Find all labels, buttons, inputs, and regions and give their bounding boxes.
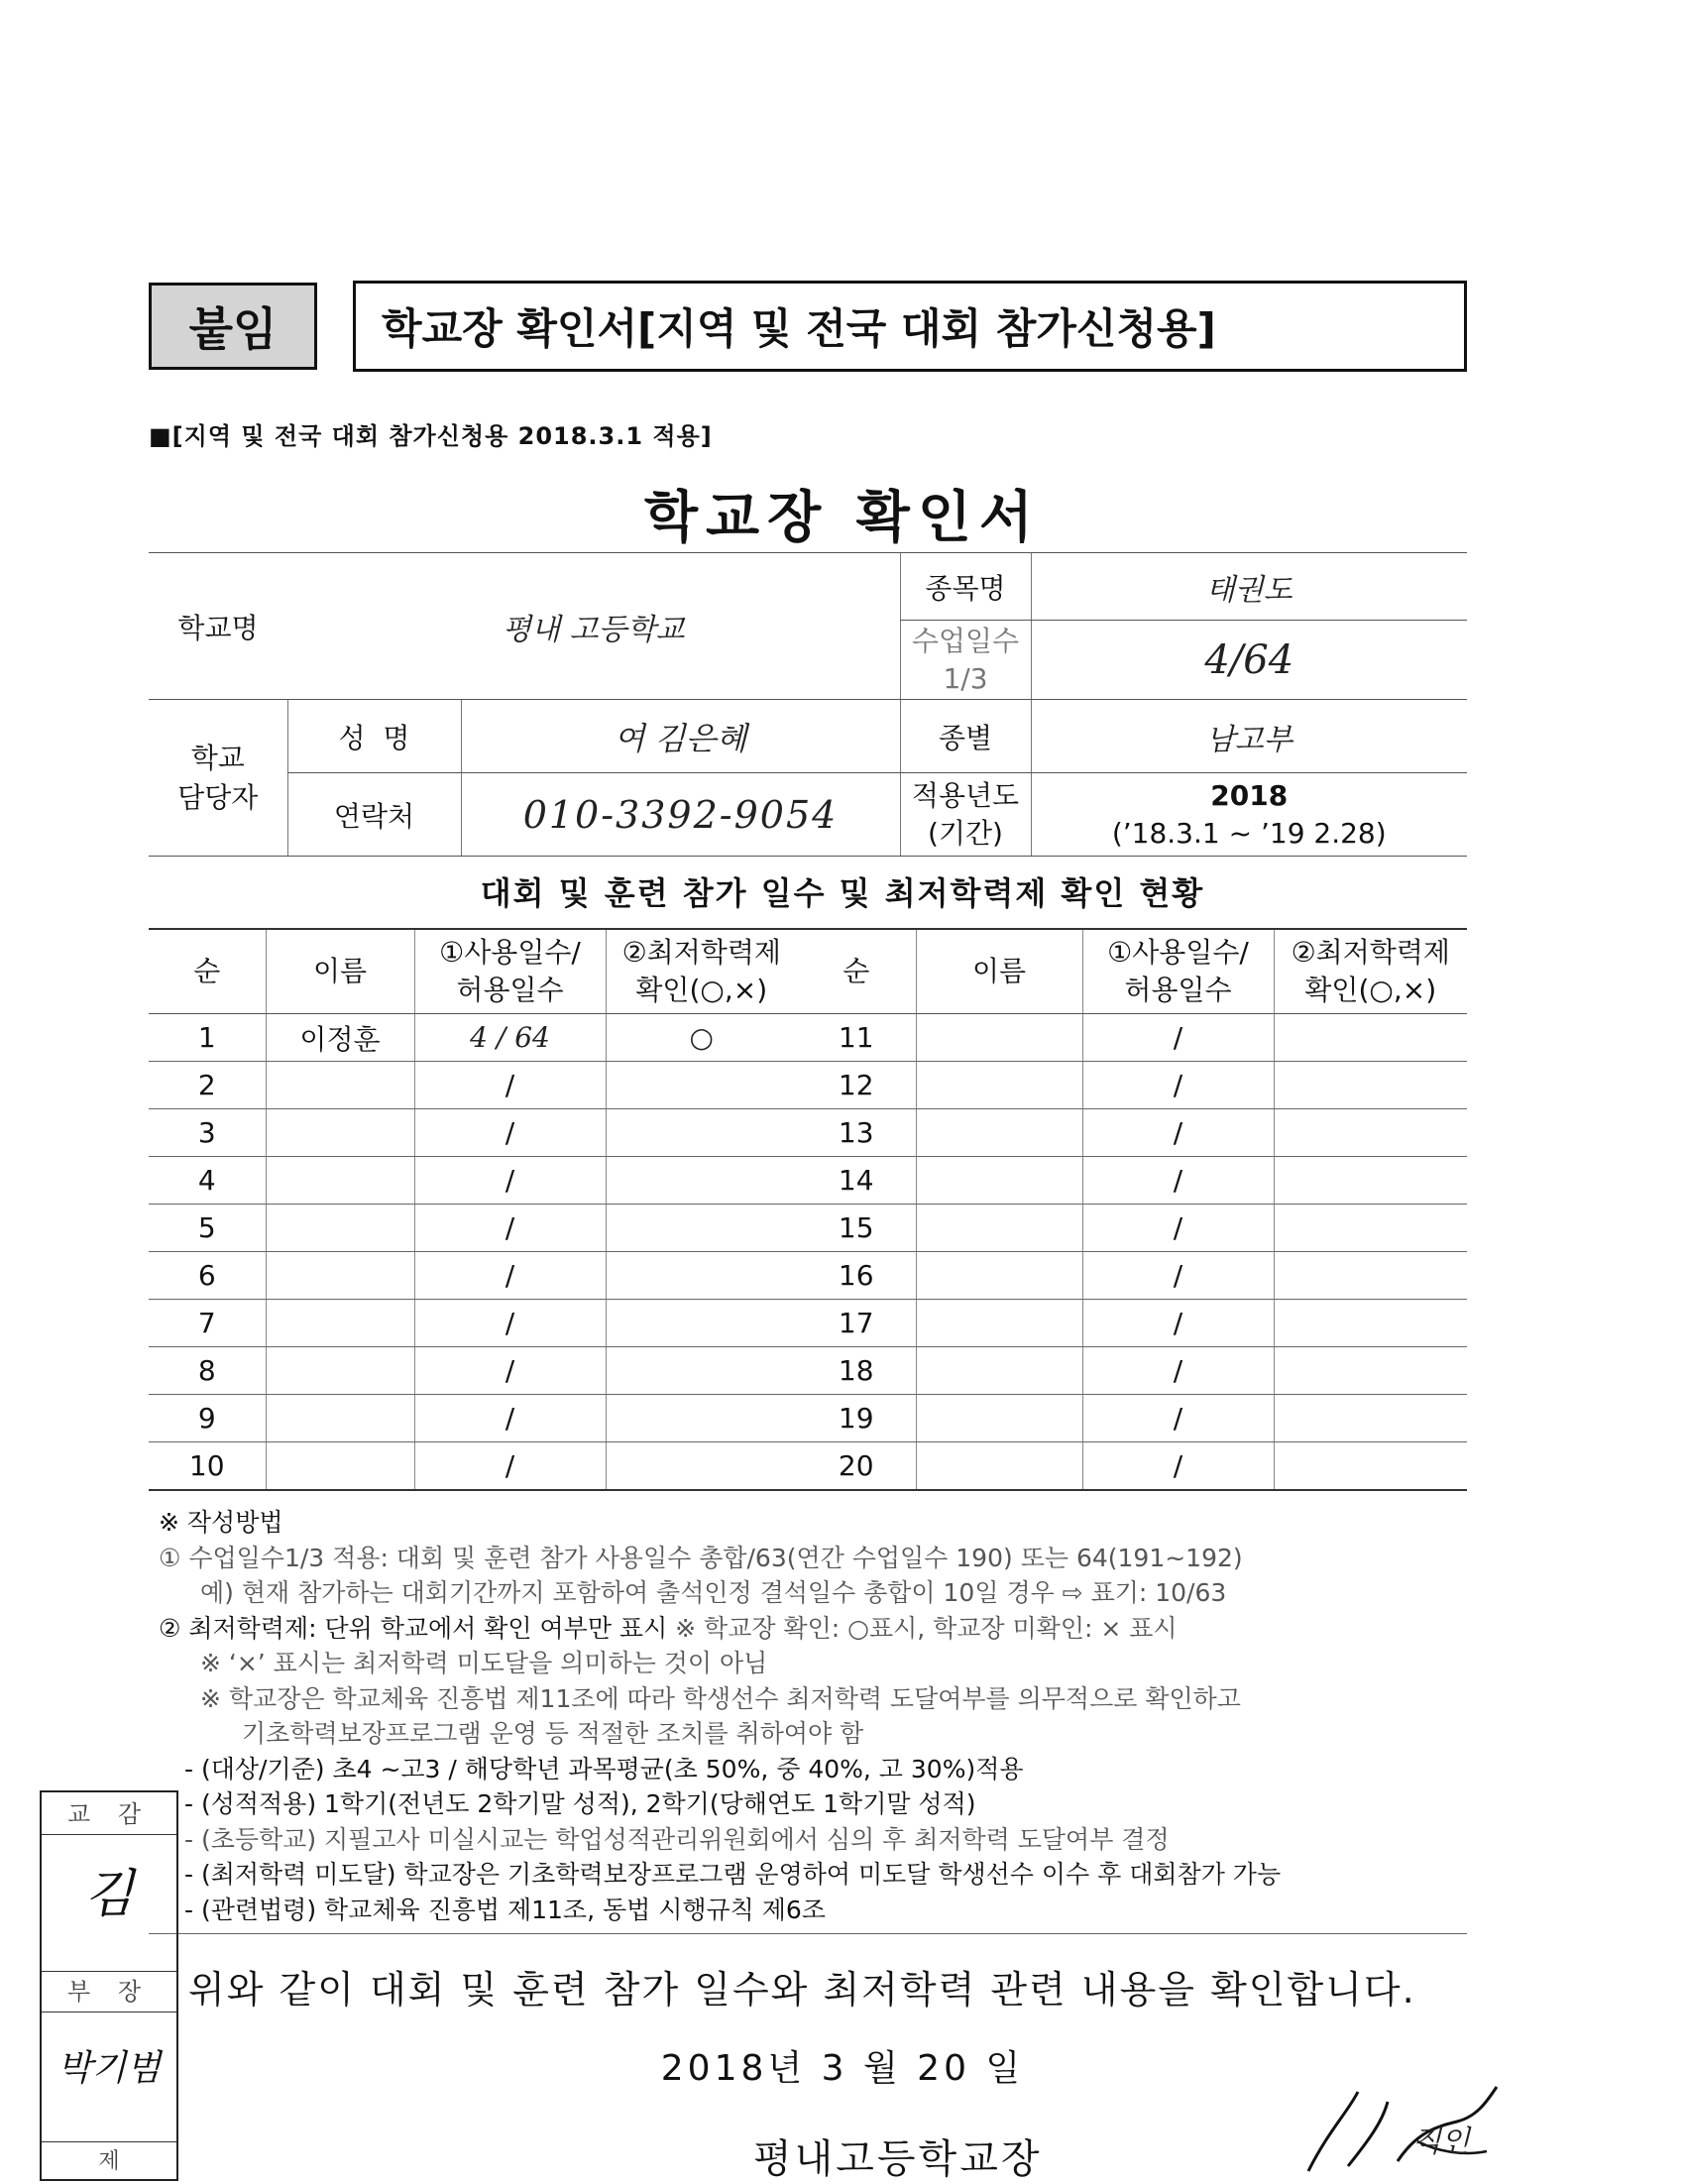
row-days-right: / bbox=[1082, 1252, 1274, 1300]
row-name bbox=[266, 1347, 414, 1395]
table-row bbox=[149, 1157, 1467, 1205]
row-days-right: / bbox=[1082, 1062, 1274, 1109]
col-no: 순 bbox=[149, 929, 266, 1014]
row-number: 8 bbox=[149, 1347, 266, 1395]
row-days-right: / bbox=[1082, 1300, 1274, 1347]
writing-method-notes bbox=[159, 1505, 1487, 1927]
notes-heading: ※ 작성방법 bbox=[159, 1508, 283, 1537]
row-number-right: 13 bbox=[797, 1109, 916, 1157]
row-check-right bbox=[1274, 1062, 1467, 1109]
issue-date: 2018년 3 월 20 일 bbox=[660, 2048, 1025, 2089]
row-name-right bbox=[916, 1205, 1082, 1252]
col-days-right: ①사용일수/ bbox=[1107, 936, 1249, 969]
row-name bbox=[266, 1157, 414, 1205]
row-days: / bbox=[414, 1062, 606, 1109]
manager-label: 학교 bbox=[190, 741, 245, 774]
row-number: 6 bbox=[149, 1252, 266, 1300]
row-number: 4 bbox=[149, 1157, 266, 1205]
row-name-right bbox=[916, 1157, 1082, 1205]
detail-target: - (대상/기준) 초4 ~고3 / 해당학년 과목평균(초 50%, 중 40%, 고 30%)적용 bbox=[184, 1754, 1024, 1783]
row-number: 9 bbox=[149, 1395, 266, 1442]
row-name-right bbox=[916, 1014, 1082, 1062]
row-check-right bbox=[1274, 1300, 1467, 1347]
table-row bbox=[149, 1014, 1467, 1062]
row-number-right: 15 bbox=[797, 1205, 916, 1252]
row-number: 5 bbox=[149, 1205, 266, 1252]
note-1: ① 수업일수1/3 적용: 대회 및 훈련 참가 사용일수 총합/63(연간 수업일수 190) 또는 64(191~192) bbox=[159, 1543, 1243, 1572]
row-check-right bbox=[1274, 1252, 1467, 1300]
row-name: 이정훈 bbox=[266, 1014, 414, 1062]
note-2-a: ※ ‘×’ 표시는 최저학력 미도달을 의미하는 것이 아님 bbox=[200, 1649, 768, 1677]
row-days: / bbox=[414, 1252, 606, 1300]
row-number-right: 17 bbox=[797, 1300, 916, 1347]
row-check bbox=[606, 1300, 797, 1347]
row-check bbox=[606, 1157, 797, 1205]
table-row bbox=[149, 1300, 1467, 1347]
col-check: ②최저학력제 bbox=[621, 936, 781, 969]
col-check-right-2: 확인(○,×) bbox=[1304, 974, 1437, 1006]
row-name bbox=[266, 1062, 414, 1109]
year-label: 적용년도 bbox=[911, 778, 1020, 812]
principal-seal bbox=[1289, 2072, 1516, 2181]
row-days: / bbox=[414, 1300, 606, 1347]
row-days-right: / bbox=[1082, 1014, 1274, 1062]
form-title: 학교장 확인서[지역 및 전국 대회 참가신청용] bbox=[353, 281, 1467, 372]
table-row bbox=[149, 1252, 1467, 1300]
attachment-tag: 붙임 bbox=[149, 283, 317, 370]
col-days-2: 허용일수 bbox=[456, 974, 564, 1006]
row-number-right: 11 bbox=[797, 1014, 916, 1062]
row-check-right bbox=[1274, 1347, 1467, 1395]
detail-elementary: - (초등학교) 지필고사 미실시교는 학업성적관리위원회에서 심의 후 최저학력 도달여부 결정 bbox=[184, 1824, 1170, 1854]
detail-not-reached: - (최저학력 미도달) 학교장은 기초학력보장프로그램 운영하여 미도달 학생선수 이수 후 대회참가 가능 bbox=[184, 1860, 1282, 1889]
row-name bbox=[266, 1442, 414, 1491]
row-check-right bbox=[1274, 1157, 1467, 1205]
row-number: 3 bbox=[149, 1109, 266, 1157]
year-value: 2018 bbox=[1210, 778, 1289, 812]
table-row bbox=[149, 1442, 1467, 1491]
row-number-right: 19 bbox=[797, 1395, 916, 1442]
row-number-right: 16 bbox=[797, 1252, 916, 1300]
row-number: 7 bbox=[149, 1300, 266, 1347]
contact-label: 연락처 bbox=[287, 773, 461, 857]
class-days-fraction-label: 1/3 bbox=[943, 661, 988, 695]
contact-value: 010-3392-9054 bbox=[461, 773, 900, 857]
note-2: ② 최저학력제: 단위 학교에서 확인 여부만 표시 bbox=[159, 1613, 668, 1643]
row-number: 1 bbox=[149, 1014, 266, 1062]
detail-grades: - (성적적용) 1학기(전년도 2학기말 성적), 2학기(당해연도 1학기말 성적) bbox=[184, 1789, 976, 1818]
row-days: / bbox=[414, 1157, 606, 1205]
col-days: ①사용일수/ bbox=[439, 936, 581, 969]
table-row bbox=[149, 1062, 1467, 1109]
row-days-right: / bbox=[1082, 1157, 1274, 1205]
col-no-right: 순 bbox=[797, 929, 916, 1014]
row-check bbox=[606, 1442, 797, 1491]
col-check-right: ②최저학력제 bbox=[1291, 936, 1450, 969]
dept-head-sign: 박기범 bbox=[56, 2048, 162, 2089]
school-name-value: 평내 고등학교 bbox=[287, 553, 900, 700]
dept-head-label: 부 장 bbox=[42, 1971, 176, 2012]
row-number: 2 bbox=[149, 1062, 266, 1109]
category-label: 종별 bbox=[900, 700, 1031, 773]
row-name bbox=[266, 1109, 414, 1157]
form-subnote: ■[지역 및 전국 대회 참가신청용 2018.3.1 적용] bbox=[149, 422, 713, 450]
row-days: 4 / 64 bbox=[414, 1014, 606, 1062]
row-name-right bbox=[916, 1252, 1082, 1300]
row-name-right bbox=[916, 1300, 1082, 1347]
row-check bbox=[606, 1347, 797, 1395]
year-period: (’18.3.1 ~ ’19 2.28) bbox=[1111, 816, 1387, 850]
table-row bbox=[149, 1347, 1467, 1395]
table-row bbox=[149, 1205, 1467, 1252]
row-days-right: / bbox=[1082, 1347, 1274, 1395]
row-days: / bbox=[414, 1395, 606, 1442]
note-2-c: 기초학력보장프로그램 운영 등 적절한 조치를 취하여야 함 bbox=[242, 1719, 864, 1748]
approval-stamp-box bbox=[40, 1790, 178, 2181]
row-name-right bbox=[916, 1442, 1082, 1491]
seal-text: 직인 bbox=[1412, 2125, 1470, 2159]
row-check-right bbox=[1274, 1205, 1467, 1252]
row-name bbox=[266, 1300, 414, 1347]
row-check: ○ bbox=[606, 1014, 797, 1062]
confirmation-statement: 위와 같이 대회 및 훈련 참가 일수와 최저학력 관련 내용을 확인합니다. bbox=[188, 1968, 1416, 2012]
row-check-right bbox=[1274, 1442, 1467, 1491]
row-name-right bbox=[916, 1109, 1082, 1157]
row-days: / bbox=[414, 1109, 606, 1157]
row-name-right bbox=[916, 1062, 1082, 1109]
year-label-2: (기간) bbox=[928, 816, 1003, 850]
stamp-bottom-label: 제 bbox=[42, 2141, 176, 2182]
school-info-table bbox=[149, 552, 1467, 857]
note-2-b: ※ 학교장은 학교체육 진흥법 제11조에 따라 학생선수 최저학력 도달여부를 의무적으로 확인하고 bbox=[200, 1683, 1241, 1713]
row-check bbox=[606, 1062, 797, 1109]
class-days-value: 4/64 bbox=[1031, 621, 1467, 700]
row-name bbox=[266, 1205, 414, 1252]
row-check-right bbox=[1274, 1109, 1467, 1157]
row-number-right: 12 bbox=[797, 1062, 916, 1109]
section-title: 대회 및 훈련 참가 일수 및 최저학력제 확인 현황 bbox=[480, 874, 1205, 912]
row-name-right bbox=[916, 1395, 1082, 1442]
row-check-right bbox=[1274, 1014, 1467, 1062]
row-check-right bbox=[1274, 1395, 1467, 1442]
divider bbox=[149, 1933, 1467, 1934]
note-1-example: 예) 현재 참가하는 대회기간까지 포함하여 출석인정 결석일수 총합이 10일 경우 ⇨ 표기: 10/63 bbox=[200, 1578, 1227, 1607]
document-title: 학교장 확인서 bbox=[643, 486, 1042, 550]
row-check bbox=[606, 1252, 797, 1300]
row-days: / bbox=[414, 1347, 606, 1395]
row-name-right bbox=[916, 1347, 1082, 1395]
note-2-marks: ※ 학교장 확인: ○표시, 학교장 미확인: × 표시 bbox=[667, 1613, 1178, 1643]
category-value: 남고부 bbox=[1031, 700, 1467, 773]
event-label: 종목명 bbox=[900, 553, 1031, 621]
detail-law: - (관련법령) 학교체육 진흥법 제11조, 동법 시행규칙 제6조 bbox=[184, 1895, 826, 1924]
manager-label-2: 담당자 bbox=[177, 780, 259, 814]
row-days-right: / bbox=[1082, 1442, 1274, 1491]
table-row bbox=[149, 1109, 1467, 1157]
col-name-right: 이름 bbox=[916, 929, 1082, 1014]
row-number-right: 14 bbox=[797, 1157, 916, 1205]
vice-principal-sign: 김 bbox=[83, 1865, 135, 1924]
row-check bbox=[606, 1205, 797, 1252]
class-days-label: 수업일수 bbox=[911, 624, 1020, 657]
participants-table bbox=[149, 928, 1467, 1491]
row-number-right: 20 bbox=[797, 1442, 916, 1491]
principal-title: 평내고등학교장 bbox=[753, 2136, 1043, 2182]
vice-principal-label: 교 감 bbox=[42, 1794, 176, 1835]
row-days: / bbox=[414, 1442, 606, 1491]
row-check bbox=[606, 1109, 797, 1157]
col-days-right-2: 허용일수 bbox=[1124, 974, 1232, 1006]
event-value: 태권도 bbox=[1031, 553, 1467, 621]
row-number: 10 bbox=[149, 1442, 266, 1491]
row-name bbox=[266, 1252, 414, 1300]
col-check-2: 확인(○,×) bbox=[635, 974, 768, 1006]
manager-name-value: 여 김은혜 bbox=[461, 700, 900, 773]
col-name: 이름 bbox=[266, 929, 414, 1014]
school-name-label: 학교명 bbox=[149, 553, 287, 700]
row-name bbox=[266, 1395, 414, 1442]
row-days-right: / bbox=[1082, 1205, 1274, 1252]
row-days-right: / bbox=[1082, 1109, 1274, 1157]
name-label: 성 명 bbox=[287, 700, 461, 773]
table-row bbox=[149, 1395, 1467, 1442]
row-days: / bbox=[414, 1205, 606, 1252]
row-days-right: / bbox=[1082, 1395, 1274, 1442]
row-number-right: 18 bbox=[797, 1347, 916, 1395]
row-check bbox=[606, 1395, 797, 1442]
